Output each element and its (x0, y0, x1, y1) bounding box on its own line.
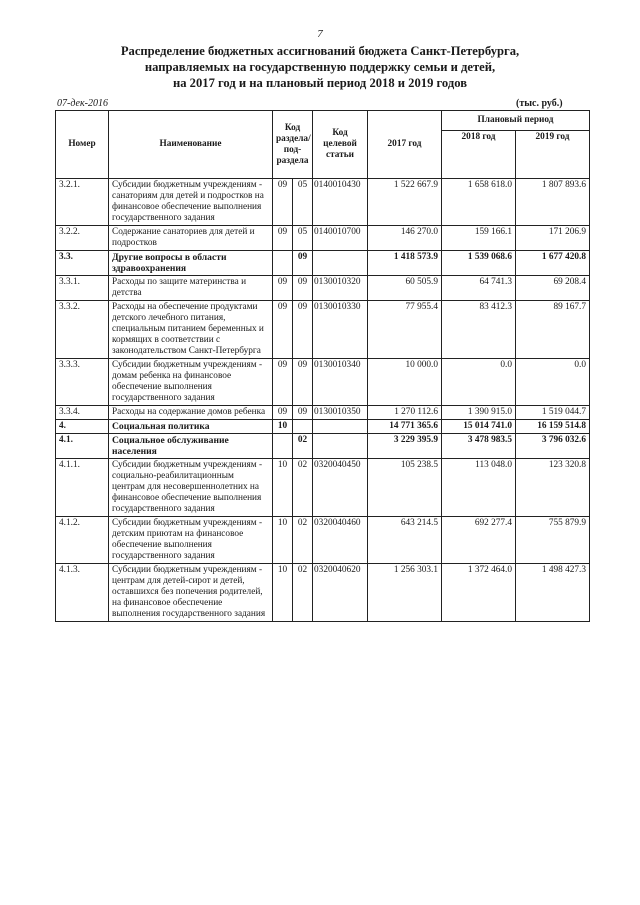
row-number: 3.2.2. (56, 226, 109, 251)
page-number: 7 (317, 28, 323, 40)
row-name: Содержание санаториев для детей и подростков (109, 226, 273, 251)
header-2017: 2017 год (368, 111, 442, 179)
row-section-code: 09 (273, 179, 293, 226)
row-value-2018: 1 658 618.0 (442, 179, 516, 226)
row-target-code: 0320040460 (313, 517, 368, 564)
row-name: Субсидии бюджетным учреждениям - детским приютам на финансовое обеспечение выполнения государственного задания (109, 517, 273, 564)
row-target-code: 0130010320 (313, 276, 368, 301)
row-value-2019: 69 208.4 (516, 276, 590, 301)
row-section-code: 10 (273, 459, 293, 517)
table-row (56, 406, 590, 420)
row-subsection-code (293, 420, 313, 434)
row-value-2017: 1 522 667.9 (368, 179, 442, 226)
table-row (56, 459, 590, 517)
row-value-2019: 171 206.9 (516, 226, 590, 251)
row-value-2017: 3 229 395.9 (368, 434, 442, 459)
row-value-2019: 123 320.8 (516, 459, 590, 517)
table-row (56, 301, 590, 359)
row-name: Другие вопросы в области здравоохранения (109, 251, 273, 276)
row-value-2019: 1 677 420.8 (516, 251, 590, 276)
row-value-2018: 0.0 (442, 359, 516, 406)
row-target-code: 0320040450 (313, 459, 368, 517)
row-name: Социальная политика (109, 420, 273, 434)
row-value-2018: 1 390 915.0 (442, 406, 516, 420)
row-subsection-code: 02 (293, 434, 313, 459)
row-target-code (313, 434, 368, 459)
row-value-2017: 105 238.5 (368, 459, 442, 517)
row-subsection-code: 02 (293, 459, 313, 517)
row-subsection-code: 09 (293, 301, 313, 359)
row-value-2018: 1 372 464.0 (442, 564, 516, 622)
row-number: 3.3. (56, 251, 109, 276)
header-planned-period: Плановый период (442, 111, 590, 131)
row-subsection-code: 09 (293, 406, 313, 420)
row-value-2019: 16 159 514.8 (516, 420, 590, 434)
title-line-3: на 2017 год и на плановый период 2018 и 2019 годов (172, 76, 468, 90)
table-row (56, 434, 590, 459)
row-subsection-code: 02 (293, 564, 313, 622)
row-target-code (313, 251, 368, 276)
row-name: Расходы на обеспечение продуктами детского лечебного питания, специальным питанием беременных и кормящих в соответствии с законодательством Санкт-Петербурга (109, 301, 273, 359)
row-name: Расходы на содержание домов ребенка (109, 406, 273, 420)
row-section-code: 09 (273, 301, 293, 359)
row-value-2017: 1 418 573.9 (368, 251, 442, 276)
table-row (56, 359, 590, 406)
row-number: 3.3.4. (56, 406, 109, 420)
header-2019: 2019 год (516, 131, 590, 179)
units-label: (тыс. руб.) (516, 98, 563, 109)
table-row (56, 276, 590, 301)
row-number: 4.1.1. (56, 459, 109, 517)
title-line-1: Распределение бюджетных ассигнований бюджета Санкт-Петербурга, (120, 44, 520, 58)
row-number: 4.1. (56, 434, 109, 459)
title-line-2: направляемых на государственную поддержку семьи и детей, (144, 60, 496, 74)
row-target-code: 0140010700 (313, 226, 368, 251)
row-value-2019: 1 498 427.3 (516, 564, 590, 622)
row-number: 4.1.2. (56, 517, 109, 564)
row-section-code: 10 (273, 564, 293, 622)
row-value-2018: 159 166.1 (442, 226, 516, 251)
row-value-2018: 15 014 741.0 (442, 420, 516, 434)
row-value-2017: 10 000.0 (368, 359, 442, 406)
row-number: 3.3.3. (56, 359, 109, 406)
table-row (56, 226, 590, 251)
row-target-code (313, 420, 368, 434)
row-number: 4. (56, 420, 109, 434)
budget-table (55, 110, 590, 622)
row-value-2017: 1 270 112.6 (368, 406, 442, 420)
document-date: 07-дек-2016 (57, 98, 108, 109)
row-number: 3.3.1. (56, 276, 109, 301)
row-target-code: 0130010330 (313, 301, 368, 359)
header-section-code: Код раздела/ под-раздела (273, 111, 313, 179)
header-2018: 2018 год (442, 131, 516, 179)
table-row (56, 420, 590, 434)
row-value-2018: 692 277.4 (442, 517, 516, 564)
row-section-code: 09 (273, 406, 293, 420)
table-row (56, 564, 590, 622)
table-row (56, 517, 590, 564)
row-value-2019: 89 167.7 (516, 301, 590, 359)
row-value-2018: 83 412.3 (442, 301, 516, 359)
header-number: Номер (56, 111, 109, 179)
row-subsection-code: 02 (293, 517, 313, 564)
table-header (56, 111, 590, 179)
row-value-2018: 3 478 983.5 (442, 434, 516, 459)
document-title (60, 43, 580, 91)
header-target-code: Код целевой статьи (313, 111, 368, 179)
table-row (56, 251, 590, 276)
row-name: Субсидии бюджетным учреждениям - домам ребенка на финансовое обеспечение выполнения государственного задания (109, 359, 273, 406)
header-name: Наименование (109, 111, 273, 179)
row-value-2018: 64 741.3 (442, 276, 516, 301)
row-value-2019: 3 796 032.6 (516, 434, 590, 459)
row-value-2017: 14 771 365.6 (368, 420, 442, 434)
row-value-2018: 113 048.0 (442, 459, 516, 517)
row-section-code: 09 (273, 276, 293, 301)
row-section-code (273, 434, 293, 459)
row-number: 4.1.3. (56, 564, 109, 622)
table-row (56, 179, 590, 226)
row-name: Социальное обслуживание населения (109, 434, 273, 459)
row-subsection-code: 05 (293, 179, 313, 226)
row-name: Субсидии бюджетным учреждениям - центрам для детей-сирот и детей, оставшихся без попечения родителей, на финансовое обеспечение выполнения государственного задания (109, 564, 273, 622)
row-target-code: 0140010430 (313, 179, 368, 226)
row-target-code: 0130010340 (313, 359, 368, 406)
row-subsection-code: 05 (293, 226, 313, 251)
row-section-code (273, 251, 293, 276)
row-value-2019: 755 879.9 (516, 517, 590, 564)
row-subsection-code: 09 (293, 359, 313, 406)
row-value-2017: 60 505.9 (368, 276, 442, 301)
row-number: 3.3.2. (56, 301, 109, 359)
row-value-2017: 1 256 303.1 (368, 564, 442, 622)
row-section-code: 09 (273, 226, 293, 251)
row-name: Расходы по защите материнства и детства (109, 276, 273, 301)
row-target-code: 0130010350 (313, 406, 368, 420)
row-section-code: 10 (273, 517, 293, 564)
row-value-2017: 146 270.0 (368, 226, 442, 251)
row-subsection-code: 09 (293, 276, 313, 301)
row-value-2019: 0.0 (516, 359, 590, 406)
row-subsection-code: 09 (293, 251, 313, 276)
row-section-code: 10 (273, 420, 293, 434)
row-section-code: 09 (273, 359, 293, 406)
row-value-2018: 1 539 068.6 (442, 251, 516, 276)
row-name: Субсидии бюджетным учреждениям - санаториям для детей и подростков на финансовое обеспечение выполнения государственного задания (109, 179, 273, 226)
row-value-2019: 1 807 893.6 (516, 179, 590, 226)
row-value-2017: 643 214.5 (368, 517, 442, 564)
row-name: Субсидии бюджетным учреждениям - социально-реабилитационным центрам для несовершеннолетних на финансовое обеспечение выполнения государственного задания (109, 459, 273, 517)
row-value-2017: 77 955.4 (368, 301, 442, 359)
table-body (56, 179, 590, 622)
row-target-code: 0320040620 (313, 564, 368, 622)
row-number: 3.2.1. (56, 179, 109, 226)
row-value-2019: 1 519 044.7 (516, 406, 590, 420)
